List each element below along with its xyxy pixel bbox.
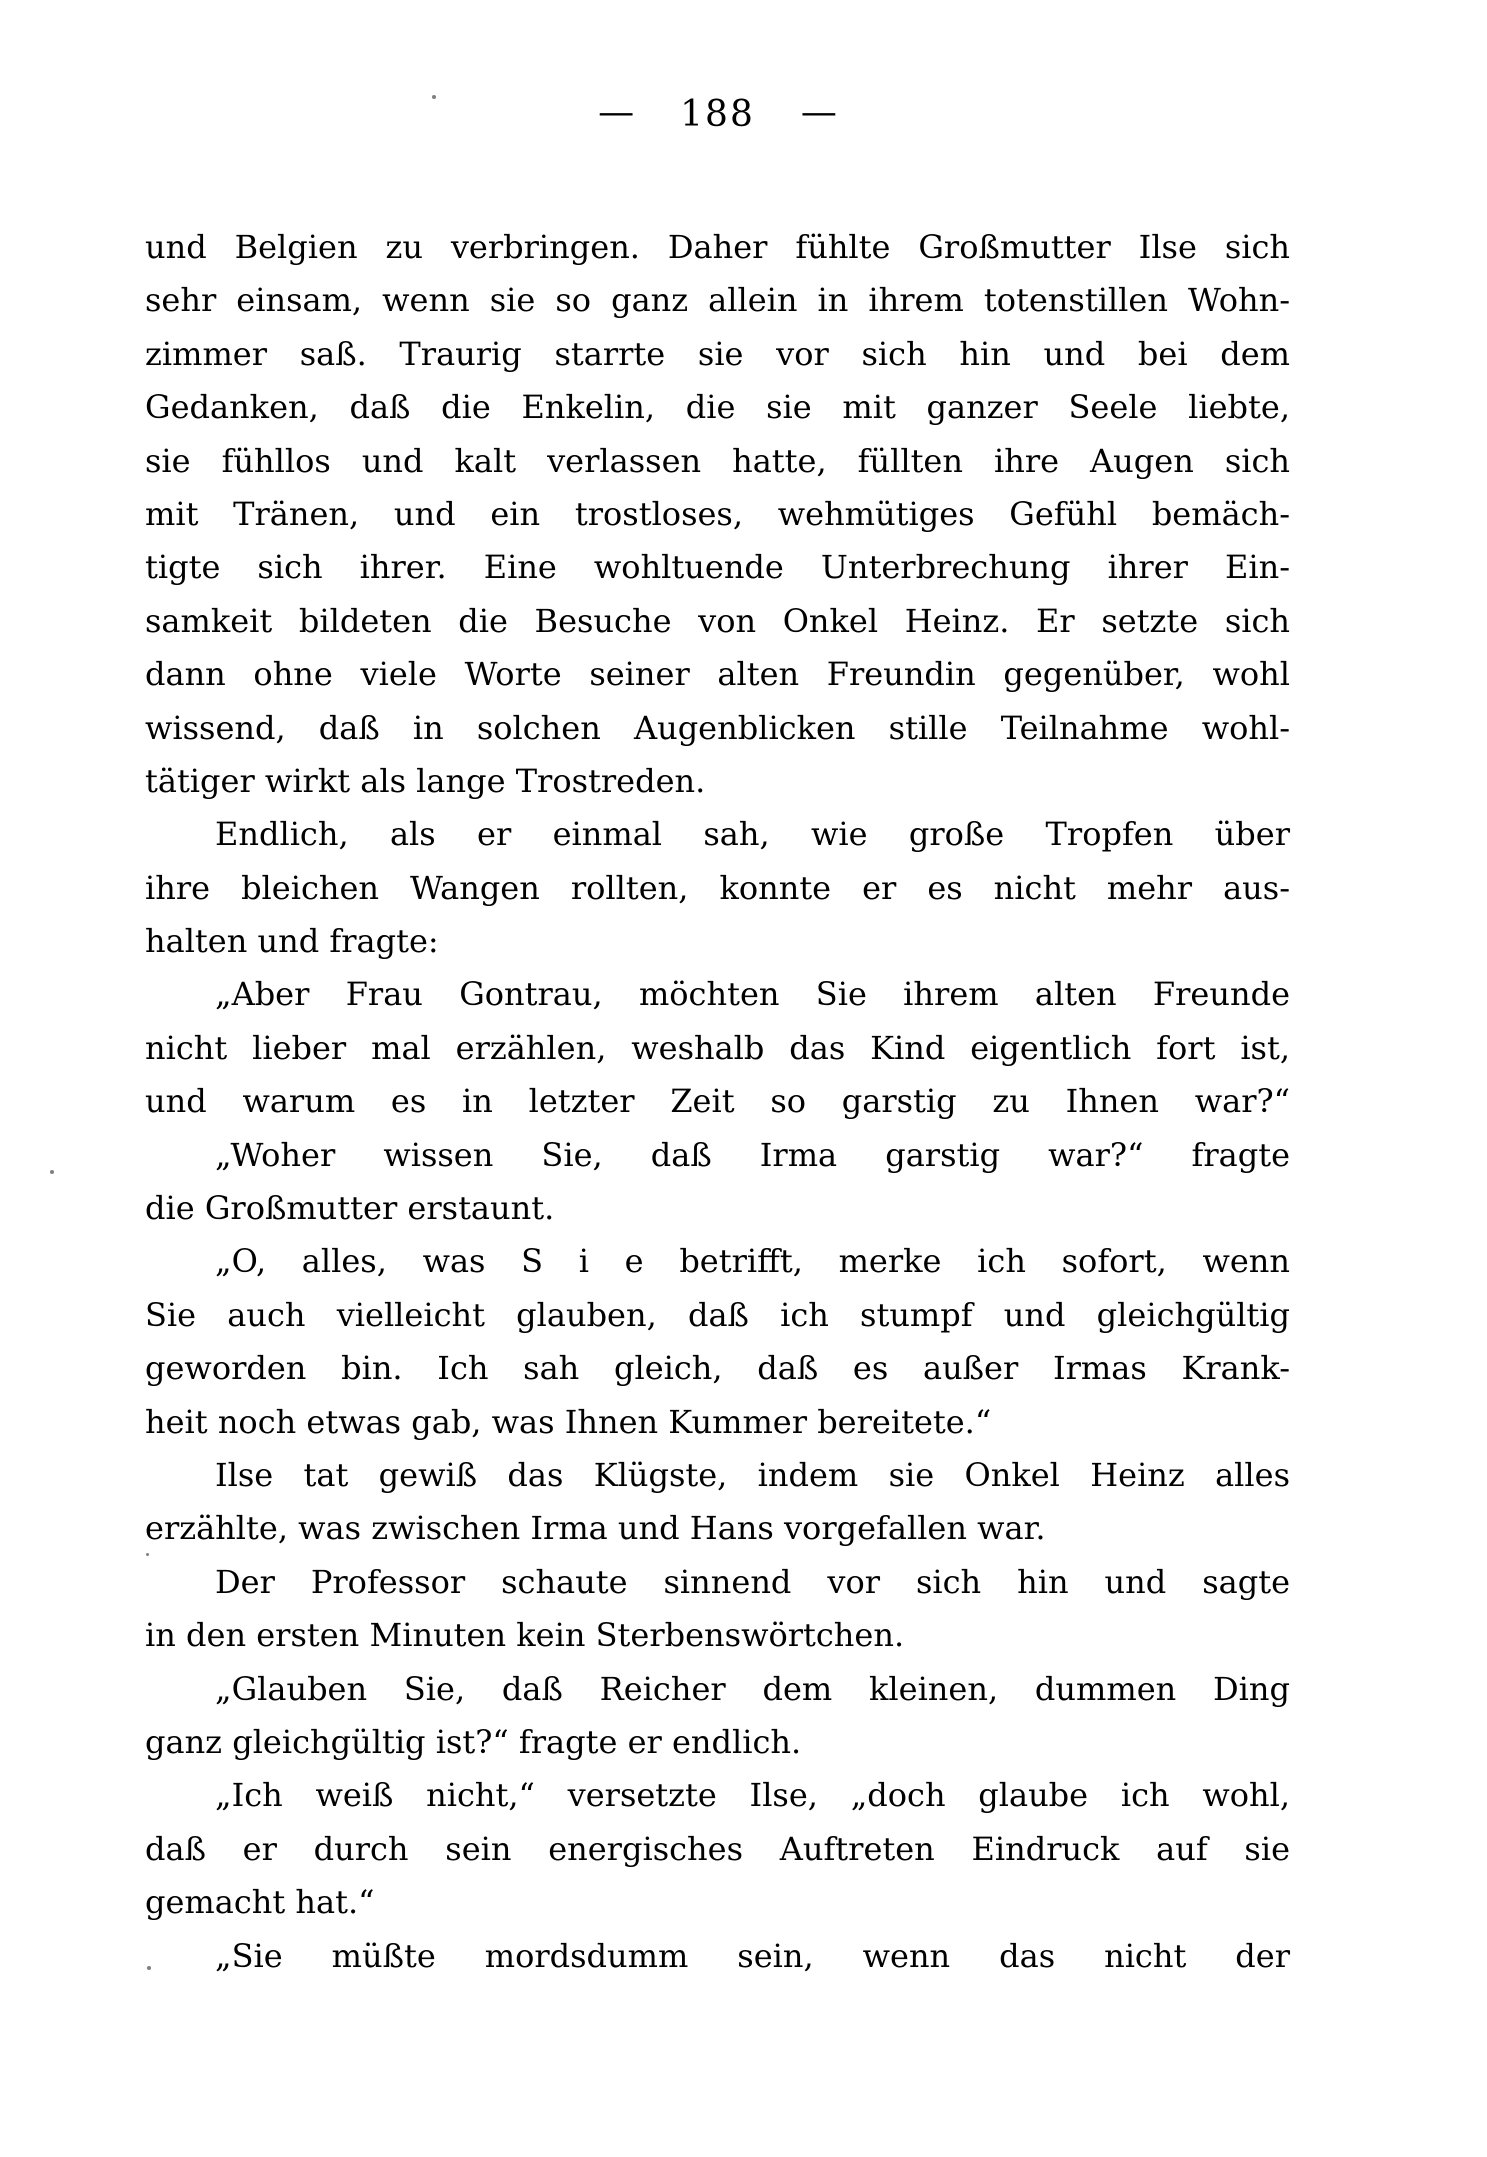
text-line: die Großmutter erstaunt. (145, 1189, 555, 1228)
text-line: Endlich, als er einmal sah, wie große Tropfen über (215, 815, 1290, 854)
text-line: „Ich weiß nicht,“ versetzte Ilse, „doch glaube ich wohl, (215, 1776, 1290, 1815)
text-line: „Aber Frau Gontrau, möchten Sie ihrem alten Freunde (215, 975, 1290, 1014)
header-dash-right: — (800, 92, 837, 133)
text-line: zimmer saß. Traurig starrte sie vor sich hin und bei dem (145, 334, 1290, 373)
text-line: heit noch etwas gab, was Ihnen Kummer bereitete.“ (145, 1402, 992, 1441)
text-line: tigte sich ihrer. Eine wohltuende Unterbrechung ihrer Ein- (145, 548, 1290, 587)
page-number: 188 (680, 94, 755, 135)
text-line: und Belgien zu verbringen. Daher fühlte Großmutter Ilse sich (145, 228, 1290, 266)
scan-speck (50, 1170, 54, 1174)
page-header (145, 94, 1290, 135)
text-line: sie fühllos und kalt verlassen hatte, füllten ihre Augen sich (145, 441, 1290, 480)
text-line: in den ersten Minuten kein Sterbenswörtchen. (145, 1616, 905, 1655)
text-line: Ilse tat gewiß das Klügste, indem sie Onkel Heinz alles (215, 1455, 1290, 1494)
text-line: samkeit bildeten die Besuche von Onkel Heinz. Er setzte sich (145, 601, 1290, 640)
text-line: dann ohne viele Worte seiner alten Freundin gegenüber, wohl (145, 655, 1290, 694)
text-line: „Woher wissen Sie, daß Irma garstig war?“ fragte (215, 1135, 1290, 1174)
text-line: halten und fragte: (145, 922, 439, 961)
scan-speck (432, 95, 436, 99)
text-line: erzählte, was zwischen Irma und Hans vorgefallen war. (145, 1509, 1046, 1548)
scan-speck (146, 1553, 149, 1556)
text-line: „O, alles, was S i e betrifft, merke ich sofort, wenn (215, 1242, 1290, 1281)
text-line: sehr einsam, wenn sie so ganz allein in ihrem totenstillen Wohn- (145, 281, 1290, 320)
text-line: „Sie müßte mordsdumm sein, wenn das nicht der (215, 1936, 1290, 1975)
text-line: geworden bin. Ich sah gleich, daß es außer Irmas Krank- (145, 1349, 1290, 1388)
text-line: Sie auch vielleicht glauben, daß ich stumpf und gleichgültig (145, 1295, 1290, 1334)
text-line: und warum es in letzter Zeit so garstig zu Ihnen war?“ (145, 1082, 1290, 1121)
text-line: mit Tränen, und ein trostloses, wehmütiges Gefühl bemäch- (145, 494, 1290, 533)
text-line: Der Professor schaute sinnend vor sich hin und sagte (215, 1562, 1290, 1601)
text-line: ihre bleichen Wangen rollten, konnte er es nicht mehr aus- (145, 868, 1290, 907)
text-line: daß er durch sein energisches Auftreten Eindruck auf sie (145, 1829, 1290, 1868)
text-line: gemacht hat.“ (145, 1883, 375, 1922)
body-text (145, 221, 1290, 1983)
text-line: Gedanken, daß die Enkelin, die sie mit ganzer Seele liebte, (145, 388, 1290, 427)
text-line: nicht lieber mal erzählen, weshalb das Kind eigentlich fort ist, (145, 1028, 1290, 1067)
text-line: ganz gleichgültig ist?“ fragte er endlich. (145, 1722, 802, 1761)
text-line: wissend, daß in solchen Augenblicken stille Teilnahme wohl- (145, 708, 1290, 747)
scan-speck (147, 1966, 151, 1970)
text-line: tätiger wirkt als lange Trostreden. (145, 761, 706, 800)
header-dash-left: — (598, 92, 635, 133)
text-line: „Glauben Sie, daß Reicher dem kleinen, dummen Ding (215, 1669, 1290, 1708)
